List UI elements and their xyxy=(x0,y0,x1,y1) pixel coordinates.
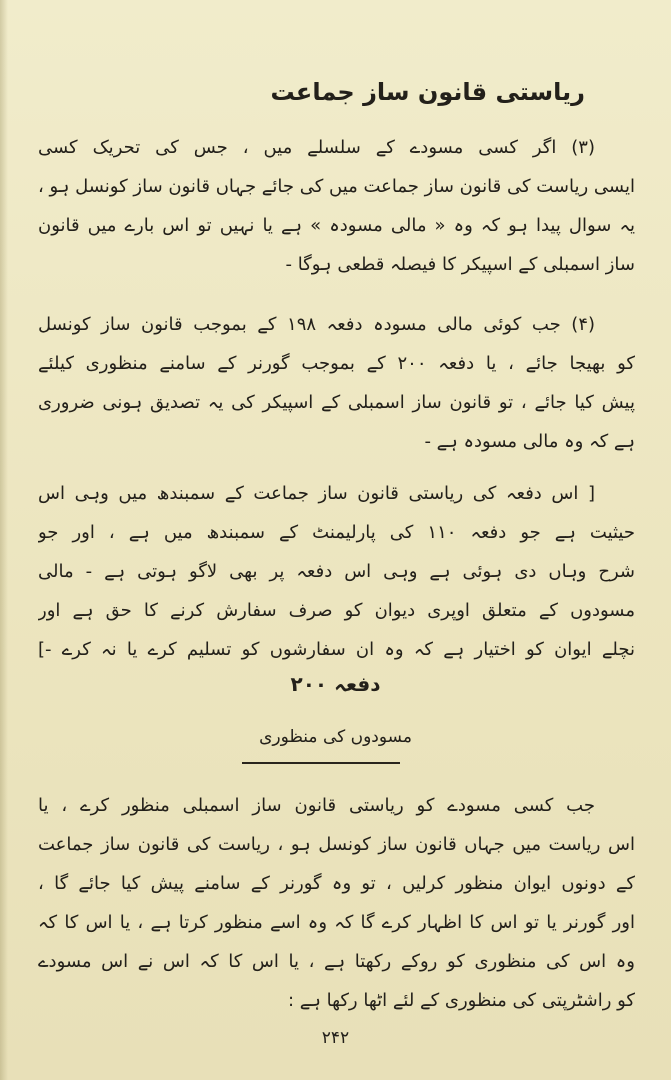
section-line: اس ریاست میں جہاں قانون ساز کونسل ہو ، ریاست کی قانون ساز جماعت xyxy=(38,834,635,855)
note-line: شرح وہاں دی ہوئی ہے وہی اس دفعہ پر بھی لاگو ہوتی ہے - مالی xyxy=(38,561,635,582)
page-edge-shadow xyxy=(0,0,8,1080)
paragraph-line: یہ سوال پیدا ہو کہ وہ « مالی مسودہ » ہے یا نہیں تو اس بارے میں قانون xyxy=(38,215,635,236)
paragraph-line: ہے کہ وہ مالی مسودہ ہے - xyxy=(424,431,635,452)
commentary-note xyxy=(38,474,635,669)
section-number: دفعہ ۲۰۰ xyxy=(290,672,381,696)
section-line: اور گورنر یا تو اس کا اظہار کرے گا کہ وہ اسے منظور کرتا ہے ، یا اس کا کہ xyxy=(38,912,635,933)
running-title: ریاستی قانون ساز جماعت xyxy=(270,78,585,106)
paragraph-line: پیش کیا جائے ، تو قانون ساز اسمبلی کے اسپیکر کی یہ تصدیق ہونی ضروری xyxy=(38,392,635,413)
section-body xyxy=(38,786,635,1020)
section-title-underline xyxy=(242,762,400,764)
section-line: کے دونوں ایوان منظور کرلیں ، تو وہ گورنر کے سامنے پیش کیا جائے گا ، xyxy=(38,873,635,894)
note-line: مسودوں کے متعلق اوپری دیوان کو صرف سفارش کرنے کا حق ہے اور xyxy=(38,600,635,621)
paragraph-line: (۳) اگر کسی مسودے کے سلسلے میں ، جس کی تحریک کسی xyxy=(38,137,595,158)
paragraph-3 xyxy=(38,128,635,284)
paragraph-4 xyxy=(38,305,635,461)
paragraph-line: (۴) جب کوئی مالی مسودہ دفعہ ۱۹۸ کے بموجب قانون ساز کونسل xyxy=(38,314,596,335)
section-line: کو راشٹرپتی کی منظوری کے لئے اٹھا رکھا ہے : xyxy=(287,990,635,1011)
note-line: [ اس دفعہ کی ریاستی قانون ساز جماعت کے سمبندھ میں وہی اس xyxy=(38,483,595,504)
paragraph-line: ساز اسمبلی کے اسپیکر کا فیصلہ قطعی ہوگا - xyxy=(285,254,635,275)
paragraph-line: کو بھیجا جائے ، یا دفعہ ۲۰۰ کے بموجب گورنر کے سامنے منظوری کیلئے xyxy=(38,353,635,374)
page-number: ۲۴۲ xyxy=(321,1028,350,1048)
section-title xyxy=(0,727,671,753)
note-line: حیثیت ہے جو دفعہ ۱۱۰ کی پارلیمنٹ کے سمبندھ میں ہے ، اور جو xyxy=(38,522,635,543)
section-line: جب کسی مسودے کو ریاستی قانون ساز اسمبلی منظور کرے ، یا xyxy=(38,795,595,816)
section-line: وہ اس کی منظوری کو روکے رکھتا ہے ، یا اس کا کہ اس نے اس مسودے xyxy=(38,951,635,972)
note-line: نچلے ایوان کو اختیار ہے کہ وہ ان سفارشوں کو تسلیم کرے یا نہ کرے -] xyxy=(38,639,635,660)
paragraph-line: ایسی ریاست کی قانون ساز جماعت میں کی جائے جہاں قانون ساز کونسل ہو ، xyxy=(38,176,635,197)
section-title-text: مسودوں کی منظوری xyxy=(259,727,412,747)
